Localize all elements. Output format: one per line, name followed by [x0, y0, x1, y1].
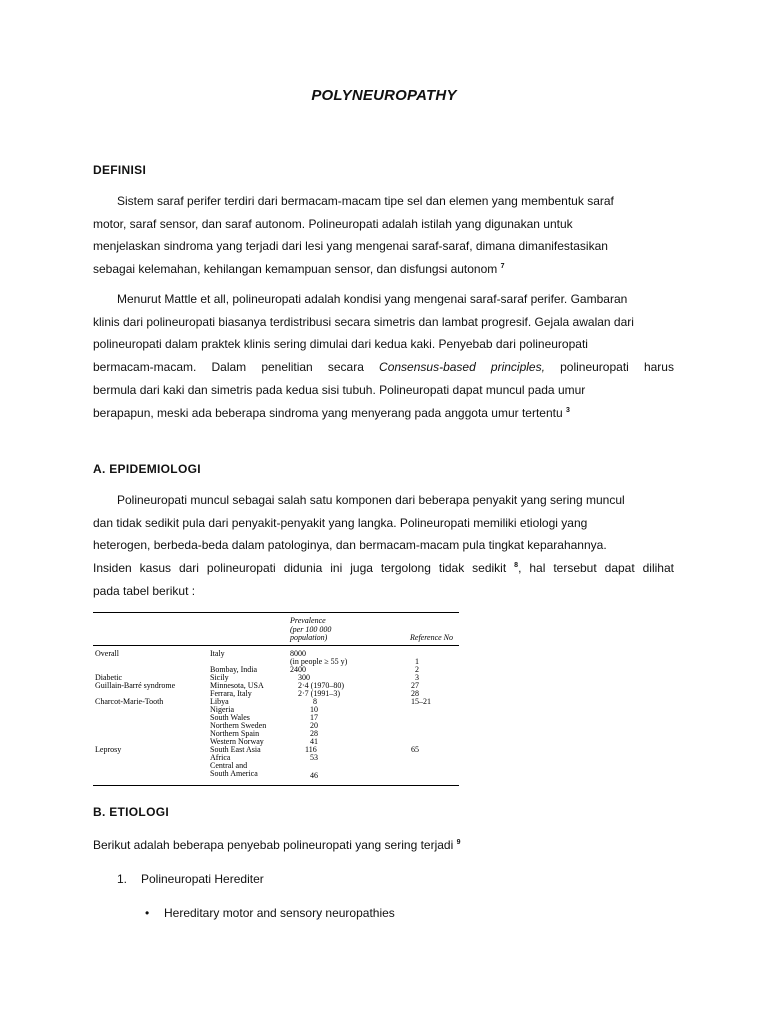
text-line — [93, 402, 674, 425]
text-line — [93, 557, 674, 580]
table-cell-value: 53 — [310, 753, 318, 762]
table-cell-place: South East Asia — [210, 745, 261, 754]
line-text: sebagai kelemahan, kehilangan kemampuan sensor, dan disfungsi autonom — [93, 262, 498, 277]
table-cell-place: Ferrara, Italy — [210, 689, 252, 698]
table-cell-value: 2400 — [290, 665, 306, 674]
table-cell-place: Minnesota, USA — [210, 681, 264, 690]
table-cell-place: South America — [210, 769, 258, 778]
citation-ref: 3 — [566, 406, 570, 414]
definisi-paragraph-1 — [93, 190, 674, 281]
table-cell-place: South Wales — [210, 713, 250, 722]
table-cell-value: 8000 — [290, 649, 306, 658]
table-cell-place: Western Norway — [210, 737, 264, 746]
section-heading-epidemiologi: A. EPIDEMIOLOGI — [93, 462, 201, 476]
table-cell-value: 28 — [310, 729, 318, 738]
table-cell-place: Northern Spain — [210, 729, 260, 738]
line-text: , hal tersebut dapat dilihat — [518, 561, 674, 576]
table-top-rule — [93, 612, 459, 613]
line-text: bermacam-macam. Dalam penelitian secara — [93, 360, 364, 375]
table-cell-value: 300 — [298, 673, 310, 682]
table-cell-ref: 2 — [415, 665, 419, 674]
table-row-label: Diabetic — [95, 673, 123, 682]
table-cell-value: 2·7 (1991–3) — [298, 689, 340, 698]
bullet-icon: • — [145, 906, 150, 920]
header-reference: Reference No — [410, 633, 454, 642]
line-text: polineuropati harus — [560, 360, 674, 375]
table-cell-place: Libya — [210, 697, 229, 706]
etiologi-intro — [93, 838, 461, 852]
header-prevalence: Prevalence — [290, 616, 326, 625]
table-cell-place: Bombay, India — [210, 665, 258, 674]
table-cell-ref: 65 — [411, 745, 419, 754]
definisi-paragraph-2 — [93, 288, 674, 424]
citation-ref: 9 — [456, 839, 461, 846]
section-heading-definisi: DEFINISI — [93, 163, 147, 177]
text-line: heterogen, berbeda-beda dalam patologinya, dan bermacam-macam pula tingkat keparahannya. — [93, 538, 607, 553]
text-line: Polineuropati muncul sebagai salah satu komponen dari beberapa penyakit yang sering muncul — [117, 493, 625, 507]
text-line: pada tabel berikut : — [93, 583, 196, 598]
table-bottom-rule — [93, 785, 459, 786]
prevalence-table — [93, 612, 459, 788]
table-cell-place: Africa — [210, 753, 231, 762]
table-cell-place: Northern Sweden — [210, 721, 267, 730]
bullet-item-text: Hereditary motor and sensory neuropathies — [164, 906, 395, 920]
table-row-label: Guillain-Barré syndrome — [95, 681, 176, 690]
table-row-label: Leprosy — [95, 745, 122, 754]
page-title: POLYNEUROPATHY — [311, 87, 457, 104]
table-cell-value: (in people ≥ 55 y) — [290, 657, 348, 666]
table-cell-ref: 28 — [411, 689, 419, 698]
table-row-label: Overall — [95, 649, 119, 658]
text-line: Menurut Mattle et all, polineuropati adalah kondisi yang mengenai saraf-saraf perifer. Gambaran — [117, 292, 628, 306]
list-item-number: 1. — [117, 872, 128, 886]
table-row-label: Charcot-Marie-Tooth — [95, 697, 164, 706]
line-text: berapapun, meski ada beberapa sindroma yang menyerang pada anggota umur tertentu — [93, 405, 563, 420]
citation-ref: 7 — [500, 263, 505, 271]
text-line — [93, 356, 674, 379]
table-cell-value: 41 — [310, 737, 318, 746]
table-cell-value: 116 — [305, 745, 317, 754]
text-line: klinis dari polineuropati biasanya terdistribusi secara simetris dan lambat progresif. Gejala awalan dari — [93, 314, 634, 329]
list-item-text: Polineuropati Herediter — [141, 872, 264, 886]
citation-ref: 8 — [514, 562, 519, 570]
table-header-rule — [93, 645, 459, 646]
text-line: Sistem saraf perifer terdiri dari bermacam-macam tipe sel dan elemen yang membentuk saraf — [117, 194, 614, 208]
text-line: polineuropati dalam praktek klinis sering dimulai dari kedua kaki. Penyebab dari polineuropati — [93, 337, 588, 352]
line-text: Insiden kasus dari polineuropati didunia ini juga tergolong tidak sedikit — [93, 561, 507, 576]
table-cell-value: 46 — [310, 771, 318, 780]
table-cell-place: Italy — [210, 649, 225, 658]
table-cell-ref: 3 — [415, 673, 419, 682]
table-cell-place: Central and — [210, 761, 248, 770]
header-population: population) — [290, 633, 328, 642]
text-line: motor, saraf sensor, dan saraf autonom. Polineuropati adalah istilah yang digunakan untuk — [93, 216, 573, 231]
header-per: (per 100 000 — [290, 625, 332, 634]
text-line: bermula dari kaki dan simetris pada kedua sisi tubuh. Polineuropati dapat muncul pada umur — [93, 382, 586, 397]
table-cell-value: 10 — [310, 705, 318, 714]
epidemiologi-paragraph — [93, 489, 674, 603]
text-line: dan tidak sedikit pula dari penyakit-penyakit yang langka. Polineuropati memiliki etiologi yang — [93, 515, 588, 530]
table-cell-value: 2·4 (1970–80) — [298, 681, 344, 690]
table-cell-place: Nigeria — [210, 705, 234, 714]
table-cell-ref: 15–21 — [411, 697, 431, 706]
table-cell-ref: 1 — [415, 657, 419, 666]
intro-text: Berikut adalah beberapa penyebab polineuropati yang sering terjadi — [93, 838, 454, 852]
table-cell-ref: 27 — [411, 681, 419, 690]
table-cell-value: 17 — [310, 713, 318, 722]
section-heading-etiologi: B. ETIOLOGI — [93, 805, 169, 819]
table-cell-place: Sicily — [210, 673, 229, 682]
italic-phrase: Consensus-based principles, — [379, 360, 545, 375]
table-cell-value: 20 — [310, 721, 318, 730]
text-line — [93, 258, 674, 281]
table-cell-value: 8 — [313, 697, 317, 706]
text-line: menjelaskan sindroma yang terjadi dari lesi yang mengenai saraf-saraf, dimana dimanifestasikan — [93, 239, 608, 254]
